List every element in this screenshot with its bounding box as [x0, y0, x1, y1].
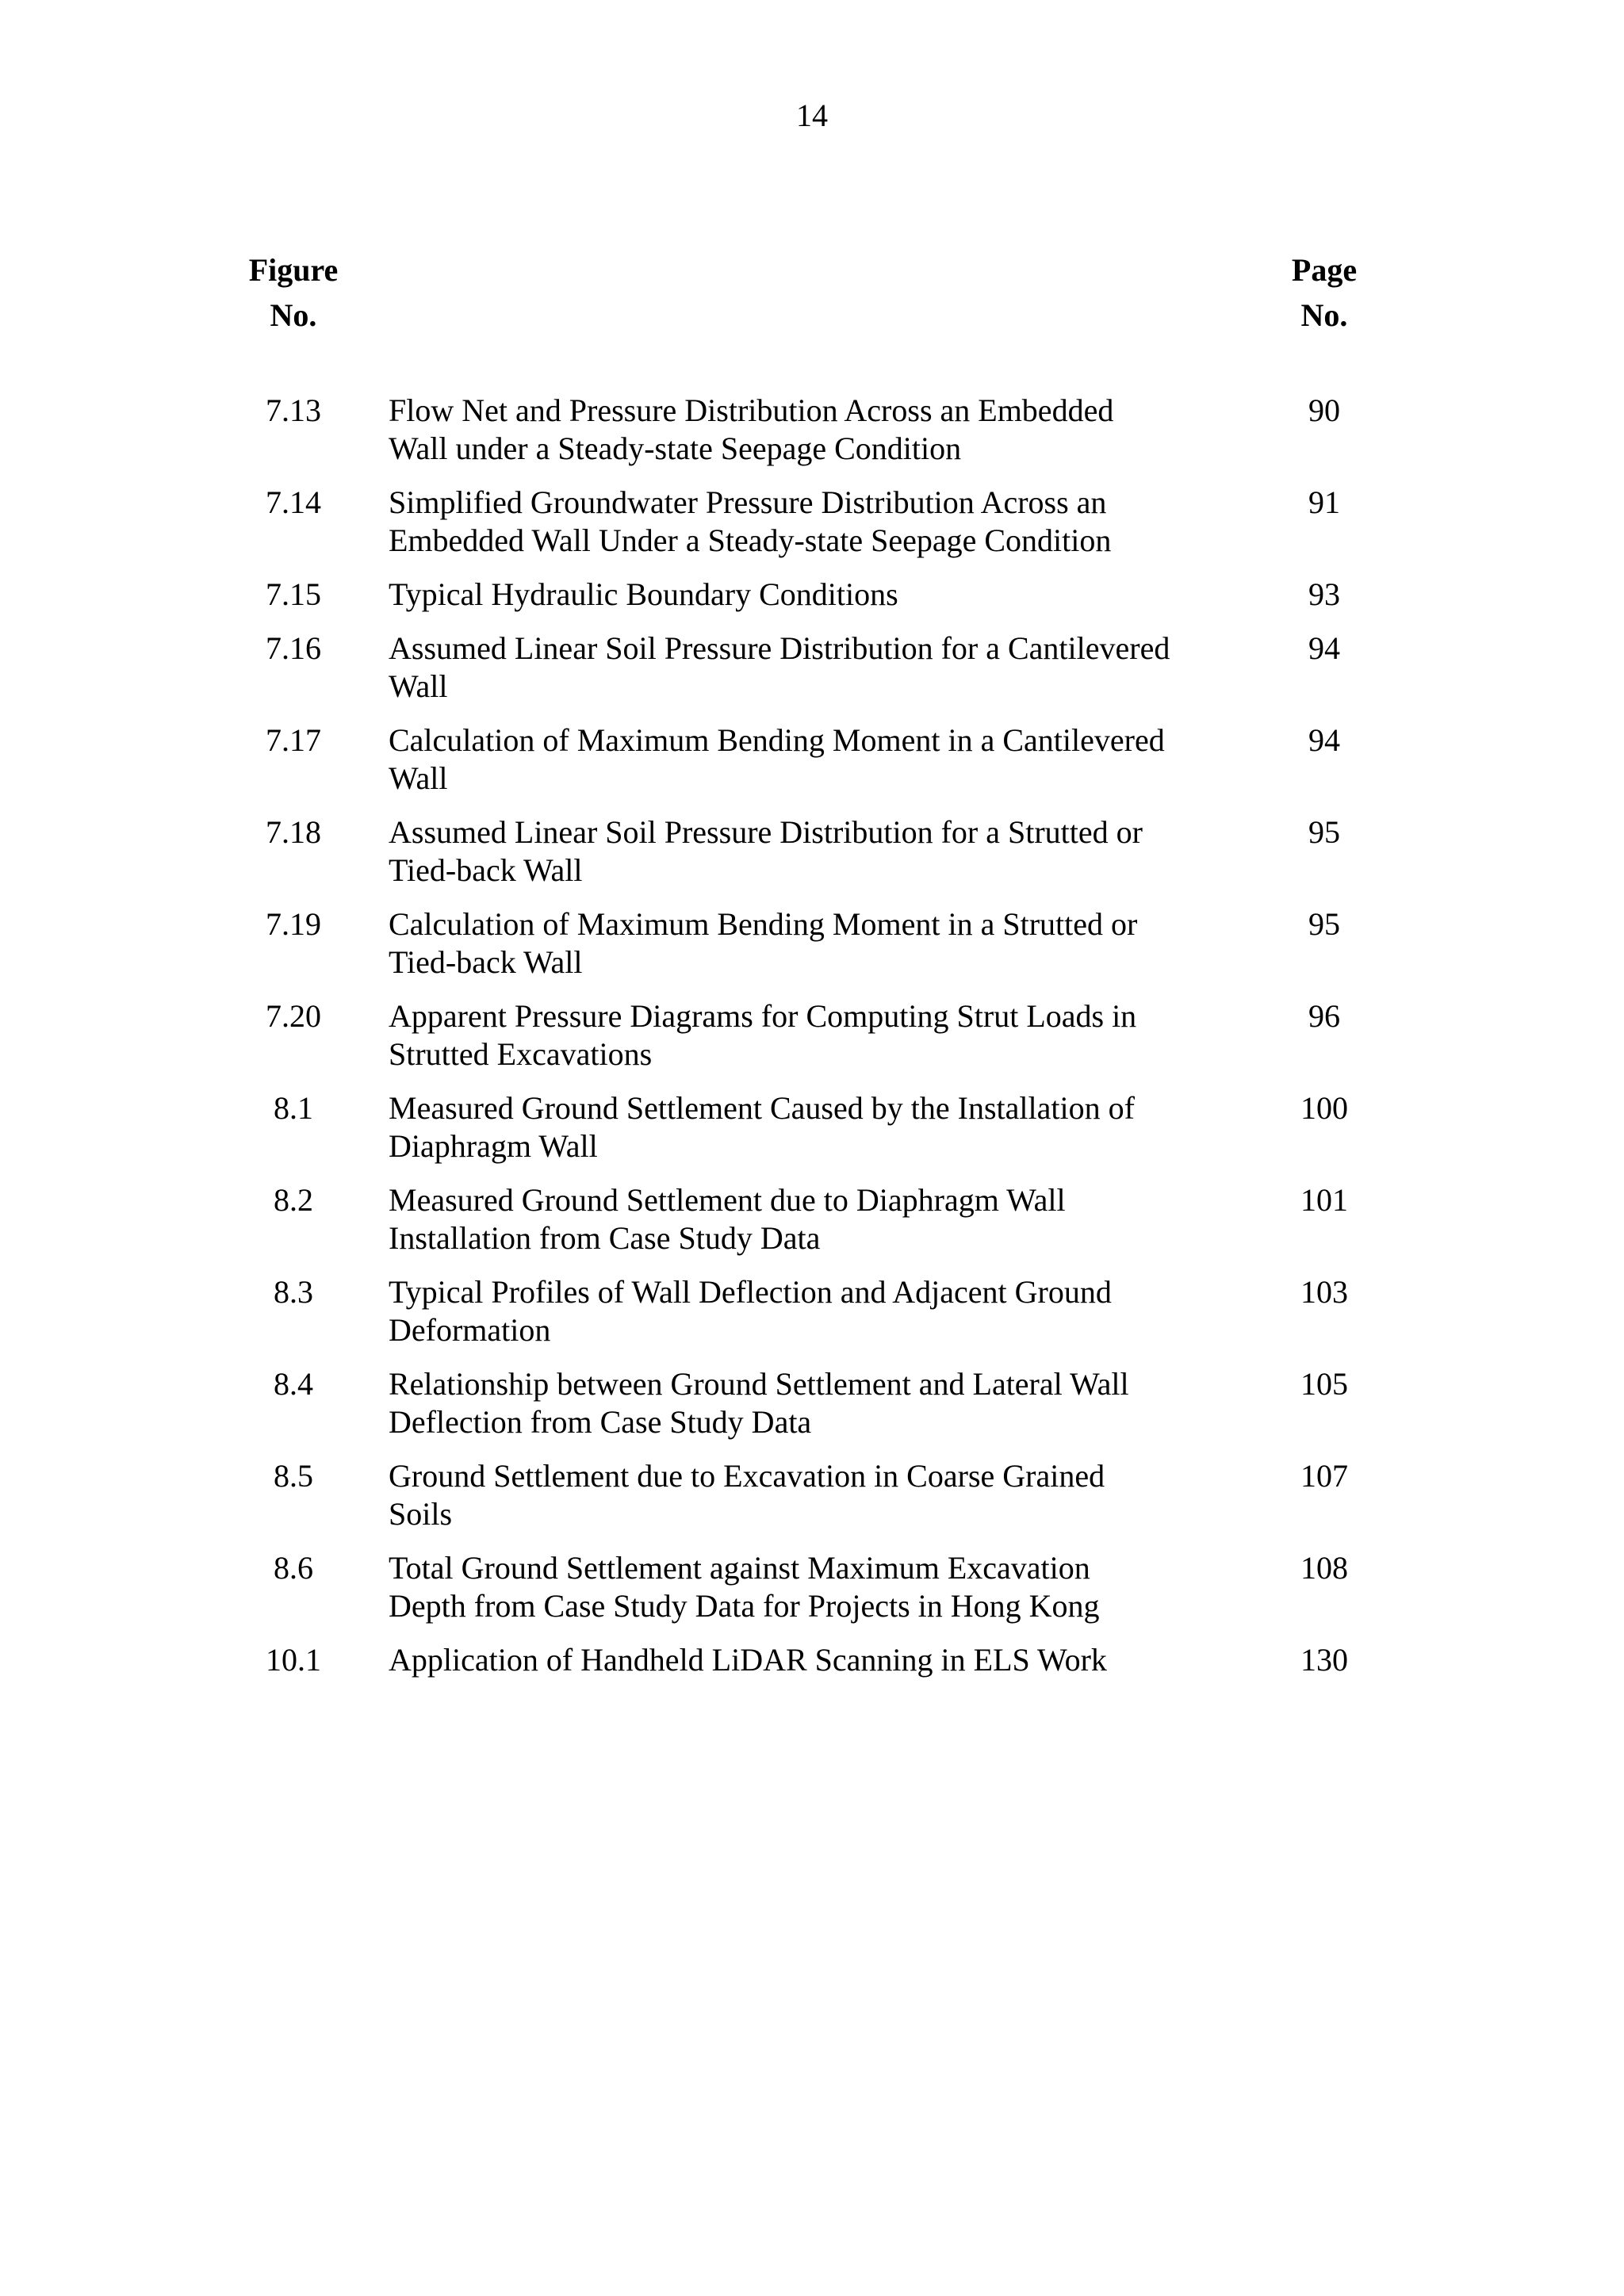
figure-no-header: [238, 247, 349, 338]
figure-title-line2: Embedded Wall Under a Steady-state Seepage Condition: [389, 522, 1112, 558]
figure-title-line2: Wall under a Steady-state Seepage Condition: [389, 430, 962, 466]
figure-page-number: 94: [1308, 630, 1340, 666]
page-header-line1: Page: [1291, 252, 1358, 288]
figure-number: 10.1: [266, 1642, 321, 1678]
figure-entry: [0, 1273, 1624, 1349]
figure-title-line2: Tied-back Wall: [389, 852, 583, 888]
figure-title-line2: Soils: [389, 1496, 453, 1532]
figure-page-number: 105: [1300, 1366, 1348, 1402]
figure-title: [389, 1549, 1213, 1625]
figure-number: 8.3: [274, 1274, 313, 1310]
figure-title: [389, 1457, 1213, 1533]
figure-title-line1: Total Ground Settlement against Maximum Excavation: [389, 1550, 1090, 1586]
figure-number: 8.1: [274, 1090, 313, 1126]
figure-number: 7.20: [266, 998, 321, 1034]
figure-number: 8.4: [274, 1366, 313, 1402]
figure-page-number: 90: [1308, 392, 1340, 428]
figure-page-number: 101: [1300, 1182, 1348, 1218]
figure-number: 8.2: [274, 1182, 313, 1218]
figure-title-line1: Typical Hydraulic Boundary Conditions: [389, 576, 898, 612]
figure-title: [389, 392, 1213, 468]
figure-title: [389, 576, 1213, 614]
figure-number: 7.14: [266, 484, 321, 520]
figure-page-number: 95: [1308, 814, 1340, 850]
figure-number: 7.17: [266, 722, 321, 758]
page-number: 14: [796, 98, 828, 133]
figure-title: [389, 484, 1213, 560]
figure-entry: [0, 1089, 1624, 1165]
figure-title-line2: Wall: [389, 668, 448, 704]
figure-entry: [0, 813, 1624, 890]
figure-entry: [0, 721, 1624, 798]
figure-entry: [0, 1641, 1624, 1679]
page-no-header: [1269, 247, 1380, 338]
figure-header-line2: No.: [270, 297, 317, 333]
figure-entry: [0, 1549, 1624, 1625]
figure-title-line1: Relationship between Ground Settlement and Lateral Wall: [389, 1366, 1129, 1402]
figure-title-line2: Installation from Case Study Data: [389, 1220, 821, 1256]
figure-title: [389, 721, 1213, 798]
figure-title-line1: Apparent Pressure Diagrams for Computing Strut Loads in: [389, 998, 1137, 1034]
figure-title-line1: Simplified Groundwater Pressure Distribution Across an: [389, 484, 1107, 520]
figure-title-line1: Measured Ground Settlement due to Diaphragm Wall: [389, 1182, 1066, 1218]
figure-title-line2: Tied-back Wall: [389, 944, 583, 980]
figure-entry: [0, 392, 1624, 468]
figure-title-line1: Typical Profiles of Wall Deflection and Adjacent Ground: [389, 1274, 1112, 1310]
figure-title-line2: Diaphragm Wall: [389, 1128, 598, 1164]
figure-title: [389, 997, 1213, 1073]
figure-title: [389, 1365, 1213, 1441]
figure-page-number: 96: [1308, 998, 1340, 1034]
figure-title-line1: Calculation of Maximum Bending Moment in a Strutted or: [389, 906, 1138, 942]
figure-page-number: 108: [1300, 1550, 1348, 1586]
figure-title: [389, 1181, 1213, 1257]
figure-entry: [0, 1365, 1624, 1441]
figure-title-line2: Wall: [389, 760, 448, 796]
figure-entry: [0, 1457, 1624, 1533]
figure-title: [389, 905, 1213, 982]
figure-number: 7.18: [266, 814, 321, 850]
figure-number: 8.6: [274, 1550, 313, 1586]
figure-number: 7.15: [266, 576, 321, 612]
figure-header-line1: Figure: [248, 252, 339, 288]
figure-title: [389, 1273, 1213, 1349]
figure-page-number: 100: [1300, 1090, 1348, 1126]
figure-entry: [0, 905, 1624, 982]
figure-entry: [0, 576, 1624, 614]
figure-entry: [0, 629, 1624, 706]
list-of-figures: [0, 392, 1624, 1695]
figure-page-number: 91: [1308, 484, 1340, 520]
figure-number: 7.19: [266, 906, 321, 942]
page-header-line2: No.: [1300, 297, 1348, 333]
figure-entry: [0, 997, 1624, 1073]
figure-page-number: 130: [1300, 1642, 1348, 1678]
figure-title-line1: Ground Settlement due to Excavation in Coarse Grained: [389, 1458, 1105, 1494]
figure-title: [389, 1089, 1213, 1165]
figure-page-number: 107: [1300, 1458, 1348, 1494]
figure-title-line1: Measured Ground Settlement Caused by the Installation of: [389, 1090, 1135, 1126]
figure-title-line2: Strutted Excavations: [389, 1036, 653, 1072]
figure-number: 7.13: [266, 392, 321, 428]
figure-number: 7.16: [266, 630, 321, 666]
figure-title-line1: Assumed Linear Soil Pressure Distribution for a Cantilevered: [389, 630, 1170, 666]
figure-page-number: 94: [1308, 722, 1340, 758]
figure-title-line1: Application of Handheld LiDAR Scanning in ELS Work: [389, 1642, 1107, 1678]
figure-title-line1: Calculation of Maximum Bending Moment in a Cantilevered: [389, 722, 1165, 758]
figure-number: 8.5: [274, 1458, 313, 1494]
figure-page-number: 103: [1300, 1274, 1348, 1310]
figure-title-line1: Flow Net and Pressure Distribution Across an Embedded: [389, 392, 1114, 428]
figure-page-number: 93: [1308, 576, 1340, 612]
figure-title: [389, 813, 1213, 890]
figure-title: [389, 1641, 1213, 1679]
figure-entry: [0, 484, 1624, 560]
figure-entry: [0, 1181, 1624, 1257]
figure-page-number: 95: [1308, 906, 1340, 942]
figure-title-line2: Deformation: [389, 1312, 551, 1348]
figure-title-line2: Depth from Case Study Data for Projects in Hong Kong: [389, 1588, 1100, 1624]
figure-title: [389, 629, 1213, 706]
figure-title-line2: Deflection from Case Study Data: [389, 1404, 812, 1440]
figure-title-line1: Assumed Linear Soil Pressure Distribution for a Strutted or: [389, 814, 1143, 850]
